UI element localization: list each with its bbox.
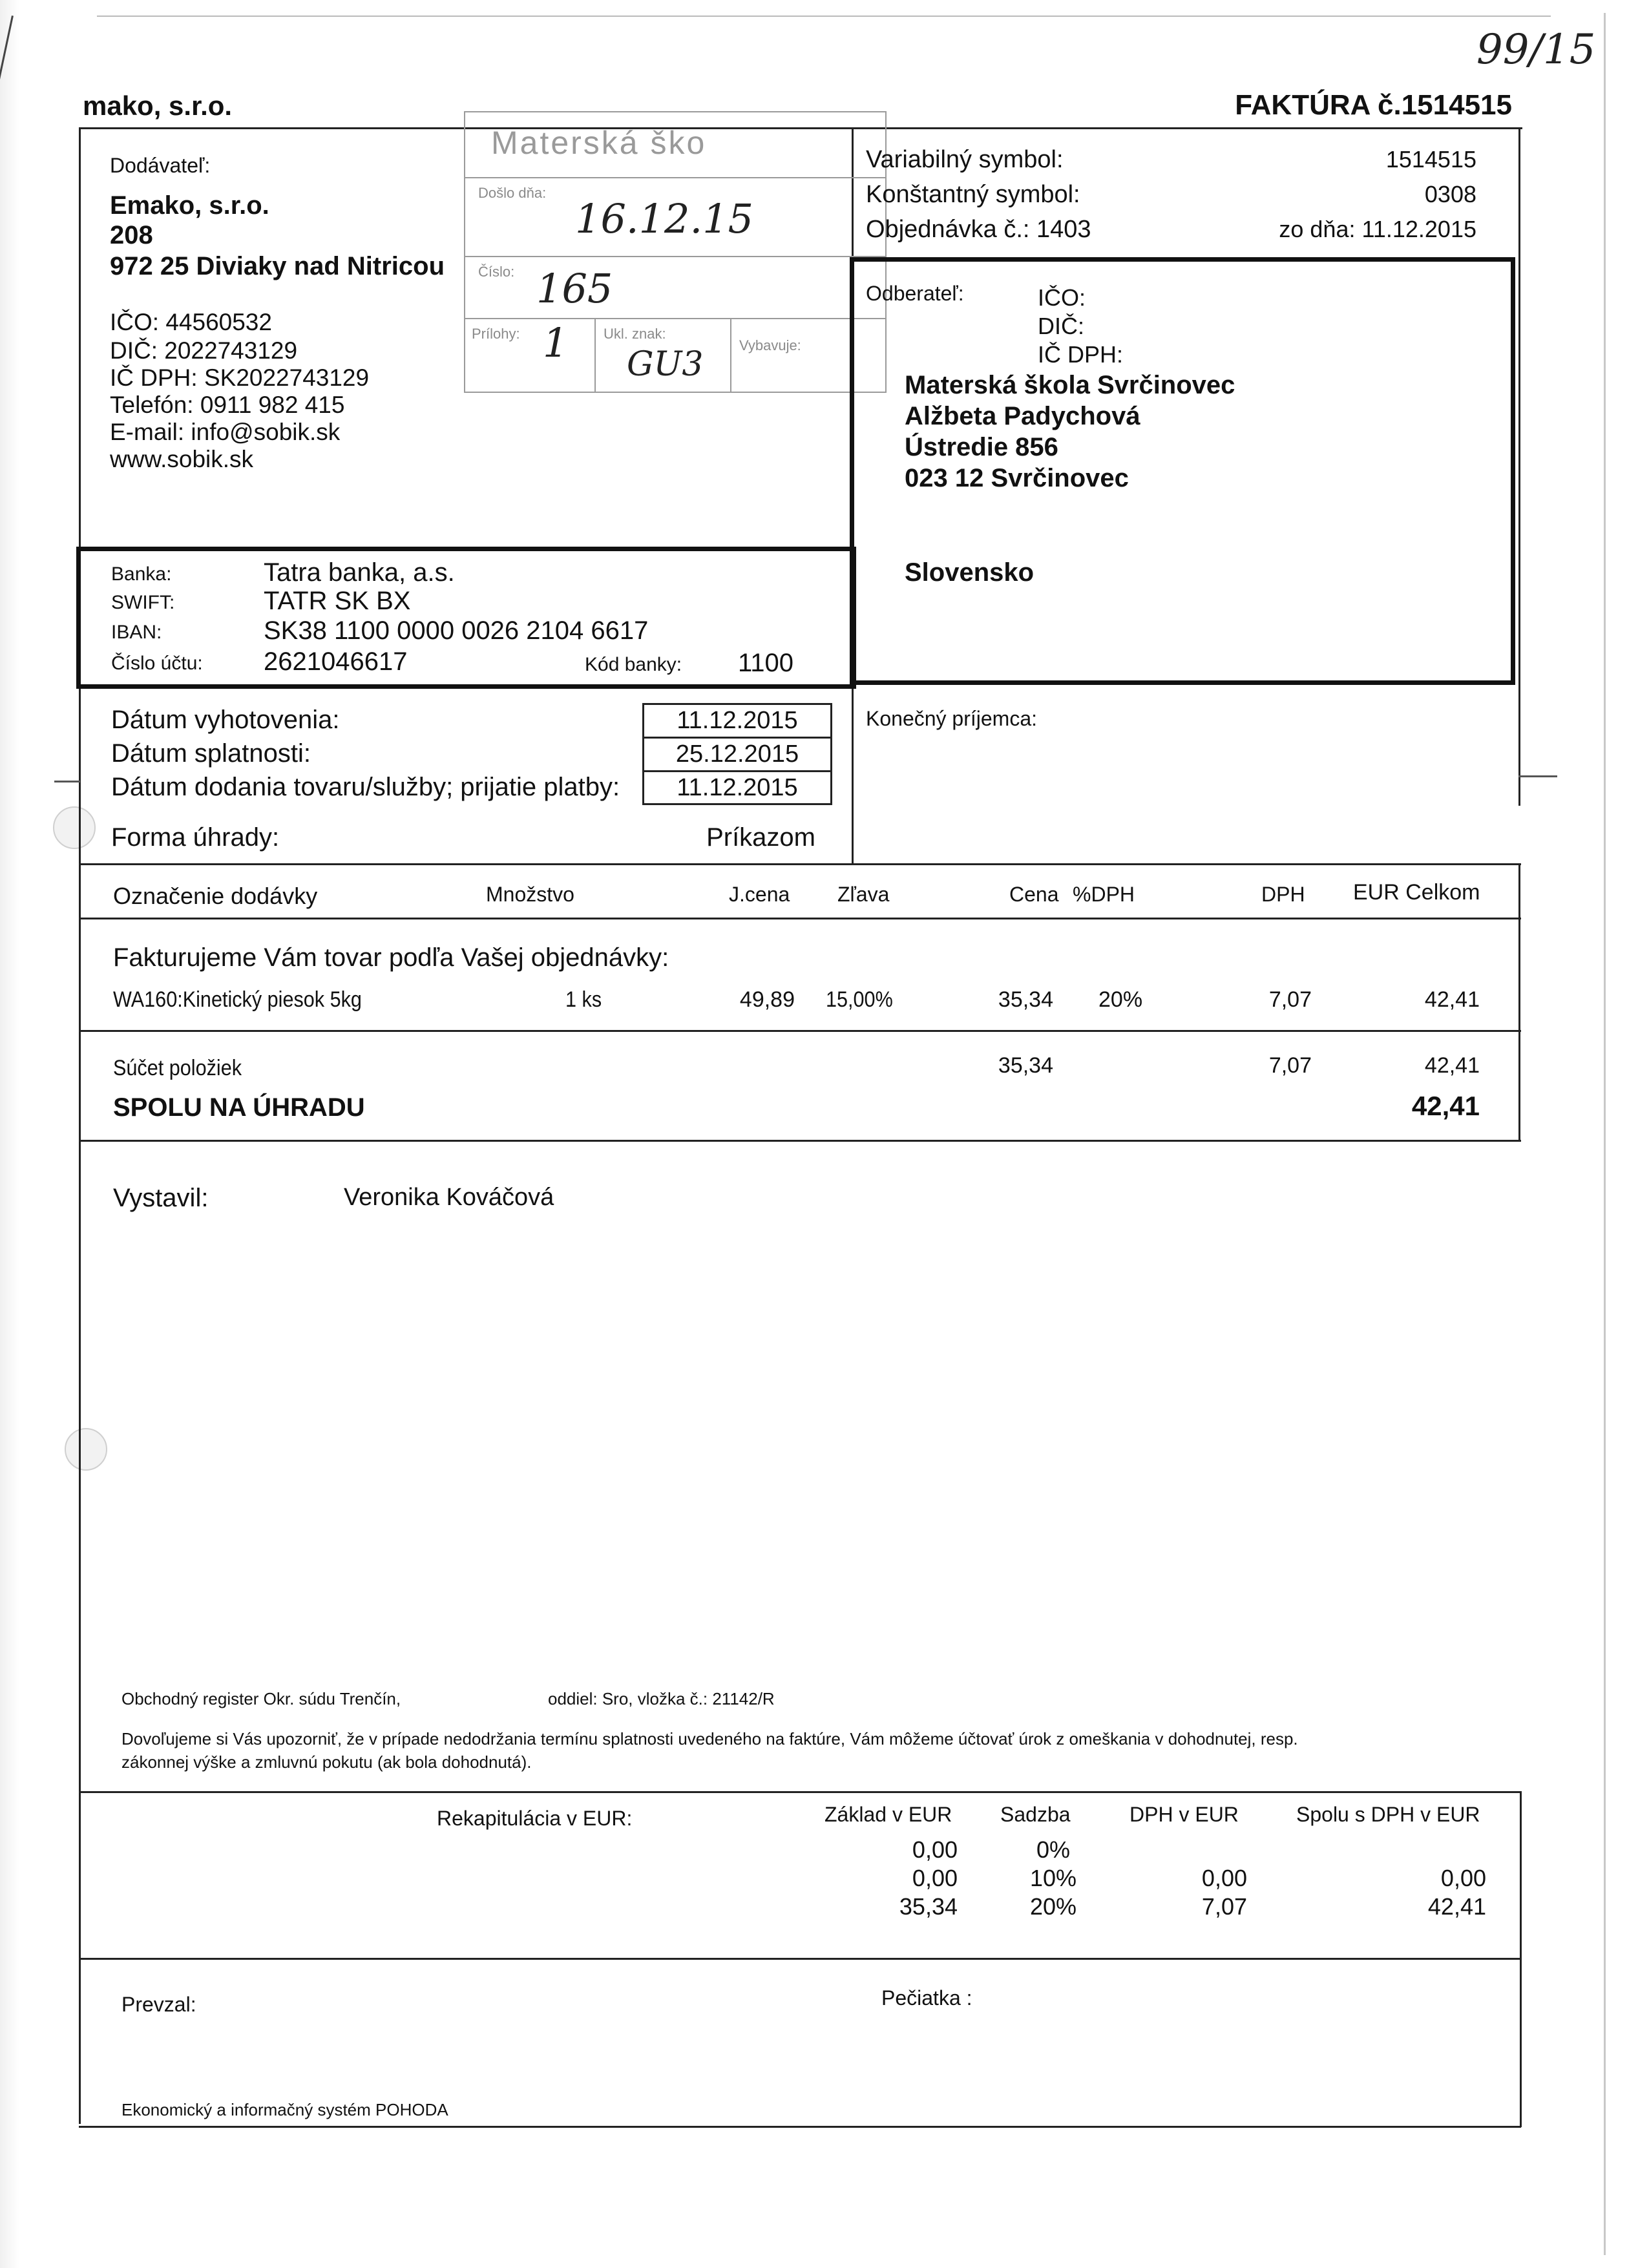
left-frame-line	[79, 127, 81, 2124]
final-recipient-label: Konečný príjemca:	[866, 707, 1038, 730]
recap-total-1: 0,00	[1440, 1865, 1486, 1891]
col-header-qty: Množstvo	[486, 883, 574, 906]
recap-vat-2: 7,07	[1201, 1893, 1247, 1920]
col-header-discount: Zľava	[837, 883, 890, 906]
received-stamp	[464, 111, 887, 393]
customer-ico: IČO:	[1038, 284, 1086, 311]
dates-box-rule-2	[642, 770, 832, 772]
payment-form-value: Príkazom	[706, 823, 815, 852]
stamp-label: Pečiatka :	[881, 1986, 972, 2010]
customer-city: 023 12 Svrčinovec	[905, 464, 1129, 492]
page-bottom-rule	[79, 2126, 1521, 2128]
footer-register: Obchodný register Okr. súdu Trenčín,	[121, 1689, 401, 1708]
recap-base-0: 0,00	[912, 1836, 958, 1863]
col-header-vat-pct: %DPH	[1073, 883, 1135, 906]
stamp-cislo-label: Číslo:	[478, 264, 515, 280]
footer-system: Ekonomický a informačný systém POHODA	[121, 2100, 448, 2119]
variable-symbol-label: Variabilný symbol:	[866, 146, 1064, 173]
supplier-dic: DIČ: 2022743129	[110, 337, 298, 364]
item-qty: 1 ks	[565, 987, 602, 1012]
supplier-web: www.sobik.sk	[110, 446, 254, 472]
issue-date-label: Dátum vyhotovenia:	[111, 706, 340, 734]
items-top-rule	[79, 863, 1521, 865]
recap-base-1: 0,00	[912, 1865, 958, 1891]
issued-by-name: Veronika Kováčová	[344, 1184, 554, 1211]
customer-name: Materská škola Svrčinovec	[905, 371, 1235, 399]
bank-code-value: 1100	[738, 649, 794, 677]
customer-dic: DIČ:	[1038, 313, 1084, 339]
sum-label: Súčet položiek	[113, 1056, 242, 1080]
footer-section: oddiel: Sro, vložka č.: 21142/R	[548, 1689, 775, 1708]
recap-header-base: Základ v EUR	[824, 1803, 952, 1826]
order-date: zo dňa: 11.12.2015	[1279, 216, 1476, 242]
supplier-city: 972 25 Diviaky nad Nitricou	[110, 252, 445, 280]
grand-total-value: 42,41	[1411, 1091, 1480, 1121]
recap-label: Rekapitulácia v EUR:	[437, 1807, 633, 1830]
items-bottom-rule	[79, 1140, 1521, 1142]
bank-label: Banka:	[111, 563, 172, 585]
constant-symbol-label: Konštantný symbol:	[866, 181, 1080, 208]
delivery-date-value: 11.12.2015	[677, 774, 798, 801]
stamp-rule-2	[465, 256, 885, 257]
recap-base-2: 35,34	[899, 1893, 958, 1920]
recap-vat-1: 0,00	[1201, 1865, 1247, 1891]
supplier-icdph: IČ DPH: SK2022743129	[110, 364, 370, 391]
stamp-divider-1	[594, 318, 596, 392]
item-name: WA160:Kinetický piesok 5kg	[113, 987, 362, 1012]
recap-header-total: Spolu s DPH v EUR	[1296, 1803, 1480, 1826]
col-header-vat: DPH	[1261, 883, 1305, 906]
col-header-unit-price: J.cena	[729, 883, 790, 906]
order-number: Objednávka č.: 1403	[866, 216, 1091, 243]
stamp-title: Materská ško	[491, 125, 707, 161]
bank-code-label: Kód banky:	[585, 654, 682, 675]
col-header-total: EUR Celkom	[1353, 880, 1480, 905]
supplier-name: Emako, s.r.o.	[110, 191, 269, 220]
customer-icdph: IČ DPH:	[1038, 341, 1124, 368]
recap-total-2: 42,41	[1427, 1893, 1486, 1920]
dates-box-rule-1	[642, 737, 832, 739]
sum-price: 35,34	[998, 1053, 1053, 1078]
grand-total-label: SPOLU NA ÚHRADU	[113, 1093, 365, 1122]
supplier-label: Dodávateľ:	[110, 154, 211, 177]
sum-total: 42,41	[1424, 1053, 1480, 1078]
recap-rate-0: 0%	[1036, 1836, 1071, 1863]
customer-person: Alžbeta Padychová	[905, 402, 1140, 430]
customer-country: Slovensko	[905, 558, 1035, 587]
issued-by-label: Vystavil:	[113, 1184, 209, 1212]
item-unit-price: 49,89	[739, 987, 795, 1012]
customer-street: Ústredie 856	[905, 433, 1058, 461]
scan-right-edge	[1604, 13, 1606, 2255]
punch-hole-bottom	[65, 1428, 107, 1471]
scan-mid-left-tick	[54, 781, 80, 782]
scan-top-line	[97, 16, 1551, 17]
supplier-email: E-mail: info@sobik.sk	[110, 419, 341, 445]
customer-label: Odberateľ:	[866, 282, 964, 305]
delivery-date-label: Dátum dodania tovaru/služby; prijatie platby:	[111, 773, 620, 801]
payment-form-label: Forma úhrady:	[111, 823, 280, 852]
item-vat: 7,07	[1268, 987, 1312, 1012]
variable-symbol-value: 1514515	[1385, 146, 1476, 173]
iban-label: IBAN:	[111, 622, 162, 643]
col-header-name: Označenie dodávky	[113, 883, 318, 909]
stamp-ulozn-value: GU3	[627, 345, 704, 384]
swift-value: TATR SK BX	[264, 587, 411, 615]
punch-hole-top	[53, 806, 96, 849]
company-title: mako, s.r.o.	[83, 90, 233, 121]
stamp-doslo-label: Došlo dňa:	[478, 185, 547, 201]
supplier-phone: Telefón: 0911 982 415	[110, 392, 345, 418]
account-label: Číslo účtu:	[111, 653, 203, 674]
swift-label: SWIFT:	[111, 592, 175, 613]
items-header-rule	[79, 918, 1521, 919]
iban-value: SK38 1100 0000 0026 2104 6617	[264, 616, 649, 645]
stamp-rule-1	[465, 177, 885, 178]
issue-date-value: 11.12.2015	[677, 707, 798, 734]
footer-notice-2: zákonnej výške a zmluvnú pokutu (ak bola dohodnutá).	[121, 1752, 532, 1772]
stamp-rule-3	[465, 318, 885, 319]
stamp-vybavuje-label: Vybavuje:	[739, 337, 801, 353]
supplier-ico: IČO: 44560532	[110, 309, 272, 335]
item-vat-pct: 20%	[1098, 987, 1143, 1012]
handwritten-corner-note: 99/15	[1476, 26, 1596, 74]
stamp-doslo-value: 16.12.15	[575, 195, 754, 242]
stamp-prilohy-label: Prílohy:	[472, 326, 520, 342]
constant-symbol-value: 0308	[1424, 181, 1476, 207]
items-sum-rule	[79, 1030, 1521, 1032]
recap-header-rate: Sadzba	[1000, 1803, 1071, 1826]
stamp-divider-2	[730, 318, 731, 392]
due-date-value: 25.12.2015	[675, 740, 799, 768]
supplier-street: 208	[110, 221, 153, 249]
recap-top-rule	[79, 1791, 1521, 1793]
right-frame-line-items	[1518, 863, 1520, 1141]
stamp-cislo-value: 165	[536, 265, 613, 312]
item-total: 42,41	[1424, 987, 1480, 1012]
scan-mid-right-tick	[1518, 775, 1557, 777]
account-value: 2621046617	[264, 647, 408, 676]
recap-bottom-rule	[79, 1958, 1521, 1960]
received-by-label: Prevzal:	[121, 1993, 196, 2016]
right-frame-line-top	[1518, 127, 1520, 806]
recap-rate-2: 20%	[1029, 1893, 1077, 1920]
stamp-prilohy-value: 1	[543, 319, 569, 366]
footer-notice: Dovoľujeme si Vás upozorniť, že v prípade nedodržania termínu splatnosti uvedeného na faktúre, Vám môžeme účtovať úrok z omeškania v dohodnutej, resp.	[121, 1729, 1298, 1748]
col-header-price: Cena	[1009, 883, 1059, 906]
items-intro: Fakturujeme Vám tovar podľa Vašej objednávky:	[113, 943, 669, 972]
stamp-ulozn-label: Ukl. znak:	[604, 326, 666, 342]
invoice-title: FAKTÚRA č.1514515	[1235, 89, 1512, 121]
scan-left-shadow	[0, 0, 19, 2268]
recap-header-vat: DPH v EUR	[1129, 1803, 1239, 1826]
bank-value: Tatra banka, a.s.	[264, 558, 455, 587]
sum-vat: 7,07	[1268, 1053, 1312, 1078]
recap-rate-1: 10%	[1029, 1865, 1077, 1891]
item-discount: 15,00%	[826, 987, 893, 1012]
due-date-label: Dátum splatnosti:	[111, 739, 311, 768]
item-price: 35,34	[998, 987, 1053, 1012]
